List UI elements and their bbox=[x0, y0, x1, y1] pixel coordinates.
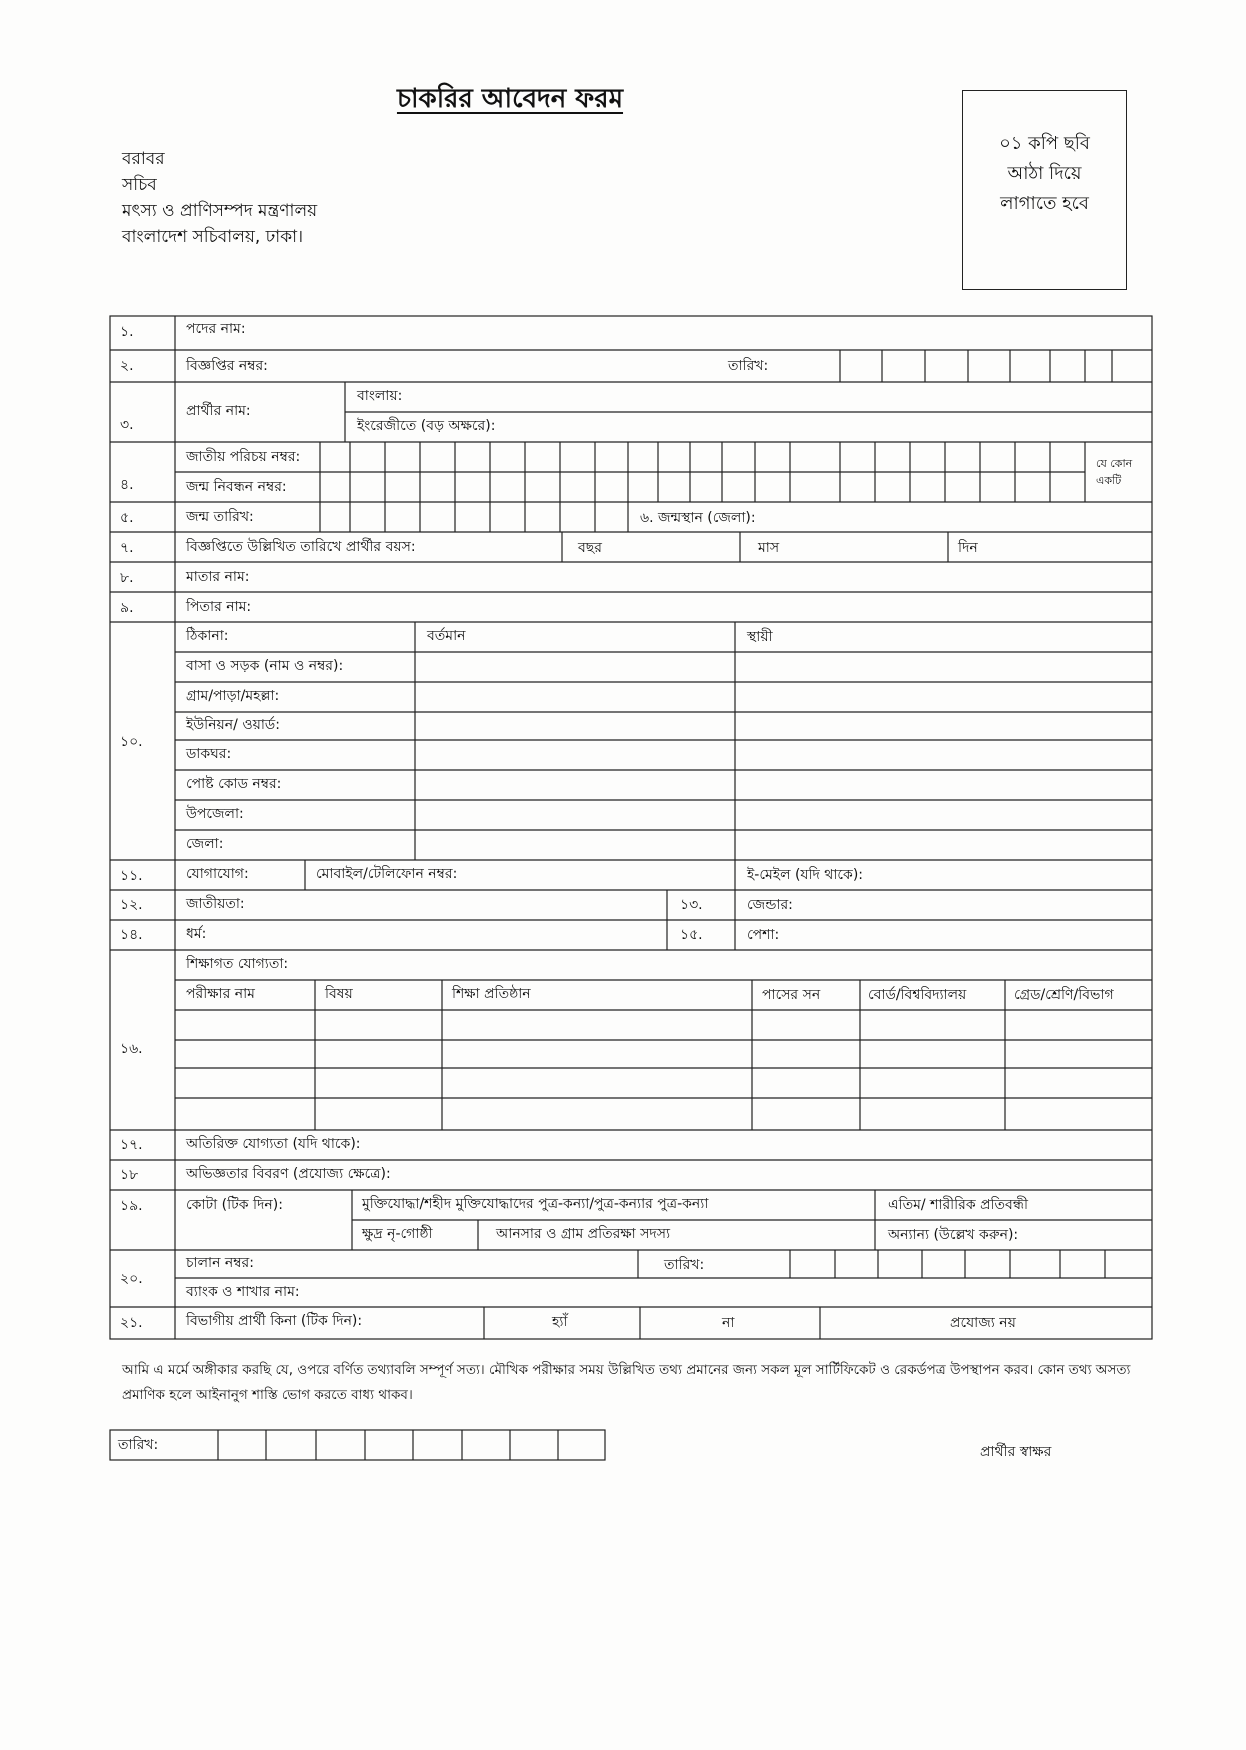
experience-label: অভিজ্ঞতার বিবরণ (প্রযোজ্য ক্ষেত্রে): bbox=[186, 1166, 391, 1182]
gender-label: জেন্ডার: bbox=[747, 897, 793, 913]
applicant-name-label: প্রার্থীর নাম: bbox=[186, 403, 251, 419]
education-label: শিক্ষাগত যোগ্যতা: bbox=[186, 956, 289, 972]
addressee-line: সচিব bbox=[122, 175, 157, 195]
freedom-fighter-quota: মুক্তিযোদ্ধা/শহীদ মুক্তিযোদ্ধাদের পুত্র-কন্যা/পুত্র-কন্যার পুত্র-কন্যা bbox=[362, 1196, 709, 1212]
additional-qualification-label: অতিরিক্ত যোগ্যতা (যদি থাকে): bbox=[186, 1136, 361, 1152]
option-no[interactable]: না bbox=[722, 1315, 735, 1331]
religion-label: ধর্ম: bbox=[186, 926, 207, 942]
addressee-line: বরাবর bbox=[122, 149, 165, 169]
district-label: জেলা: bbox=[186, 836, 224, 852]
other-quota: অন্যান্য (উল্লেখ করুন): bbox=[888, 1227, 1019, 1243]
age-year-label: বছর bbox=[578, 540, 602, 556]
row-number: ১২. bbox=[120, 897, 143, 913]
row-number: ১৮ bbox=[120, 1167, 139, 1183]
circular-number-label: বিজ্ঞপ্তির নম্বর: bbox=[186, 358, 268, 374]
row-number: ৪. bbox=[120, 477, 134, 493]
occupation-label: পেশা: bbox=[747, 927, 780, 943]
father-name-label: পিতার নাম: bbox=[186, 599, 252, 615]
name-bangla-label: বাংলায়: bbox=[357, 388, 403, 404]
option-not-applicable[interactable]: প্রযোজ্য নয় bbox=[950, 1315, 1016, 1331]
either-one-note: একটি bbox=[1096, 474, 1122, 487]
edu-header-year: পাসের সন bbox=[762, 987, 821, 1003]
age-month-label: মাস bbox=[758, 540, 780, 556]
union-ward-label: ইউনিয়ন/ ওয়ার্ড: bbox=[186, 717, 280, 733]
birth-registration-label: জন্ম নিবন্ধন নম্বর: bbox=[186, 479, 287, 495]
row-number: ২০. bbox=[120, 1271, 143, 1287]
either-one-note: যে কোন bbox=[1096, 457, 1133, 470]
row-number: ১৩. bbox=[680, 897, 703, 913]
mobile-label: মোবাইল/টেলিফোন নম্বর: bbox=[316, 866, 458, 882]
village-label: গ্রাম/পাড়া/মহল্লা: bbox=[186, 688, 280, 704]
present-address-label: বর্তমান bbox=[427, 628, 466, 644]
row-number: ৭. bbox=[120, 540, 134, 556]
row-number: ১৬. bbox=[120, 1041, 143, 1057]
row-number: ১০. bbox=[120, 734, 143, 750]
row-number: ১৭. bbox=[120, 1137, 143, 1153]
age-day-label: দিন bbox=[958, 540, 978, 556]
email-label: ই-মেইল (যদি থাকে): bbox=[747, 867, 864, 883]
post-code-label: পোষ্ট কোড নম্বর: bbox=[186, 776, 282, 792]
bank-branch-label: ব্যাংক ও শাখার নাম: bbox=[186, 1284, 300, 1300]
birth-date-label: জন্ম তারিখ: bbox=[186, 509, 254, 525]
age-label: বিজ্ঞপ্তিতে উল্লিখিত তারিখে প্রার্থীর বয়স: bbox=[186, 539, 416, 555]
permanent-address-label: স্থায়ী bbox=[747, 629, 773, 645]
photo-instruction: আঠা দিয়ে bbox=[1007, 163, 1082, 184]
row-number: ২১. bbox=[120, 1315, 143, 1331]
orphan-disabled-quota: এতিম/ শারীরিক প্রতিবন্ধী bbox=[888, 1197, 1028, 1213]
nid-label: জাতীয় পরিচয় নম্বর: bbox=[186, 449, 301, 465]
photo-instruction: লাগাতে হবে bbox=[1000, 193, 1089, 214]
row-number: ৮. bbox=[120, 570, 134, 586]
nationality-label: জাতীয়তা: bbox=[186, 896, 245, 912]
quota-label: কোটা (টিক দিন): bbox=[186, 1197, 283, 1213]
edu-header-subject: বিষয় bbox=[325, 986, 353, 1002]
row-number: ৯. bbox=[120, 600, 134, 616]
addressee-line: বাংলাদেশ সচিবালয়, ঢাকা। bbox=[122, 227, 304, 247]
address-label: ঠিকানা: bbox=[186, 628, 229, 644]
row-number: ১৪. bbox=[120, 927, 143, 943]
post-name-label: পদের নাম: bbox=[186, 321, 246, 337]
house-road-label: বাসা ও সড়ক (নাম ও নম্বর): bbox=[186, 658, 344, 674]
edu-header-exam: পরীক্ষার নাম bbox=[186, 986, 255, 1002]
name-english-label: ইংরেজীতে (বড় অক্ষরে): bbox=[357, 418, 496, 434]
contact-label: যোগাযোগ: bbox=[186, 866, 249, 882]
row-number: ৫. bbox=[120, 510, 134, 526]
row-number: ৩. bbox=[120, 417, 134, 433]
ethnic-quota: ক্ষুদ্র নৃ-গোষ্ঠী bbox=[362, 1226, 433, 1242]
declaration-text: আমি এ মর্মে অঙ্গীকার করছি যে, ওপরে বর্ণিত তথ্যাবলি সম্পূর্ণ সত্য। মৌখিক পরীক্ষার সময় উল্লিখিত তথ্য প্রমানের জন্য সকল মূল সার্টিফিকেট ও রেকর্ডপত্র উপস্থাপন করব। কোন তথ্য অসত্য প্রমাণিক হলে আইনানুগ শাস্তি ভোগ করতে বাধ্য থাকব। bbox=[122, 1362, 1131, 1403]
birthplace-label: ৬. জন্মস্থান (জেলা): bbox=[640, 510, 756, 526]
ansar-vdp-quota: আনসার ও গ্রাম প্রতিরক্ষা সদস্য bbox=[496, 1226, 671, 1242]
edu-header-board: বোর্ড/বিশ্ববিদ্যালয় bbox=[868, 987, 967, 1003]
circular-date-label: তারিখ: bbox=[728, 358, 769, 374]
row-number: ১. bbox=[120, 324, 134, 340]
row-number: ১৫. bbox=[680, 927, 703, 943]
mother-name-label: মাতার নাম: bbox=[186, 569, 250, 585]
challan-date-label: তারিখ: bbox=[664, 1257, 705, 1273]
photo-instruction: ০১ কপি ছবি bbox=[999, 133, 1090, 154]
post-office-label: ডাকঘর: bbox=[186, 746, 232, 762]
row-number: ১৯. bbox=[120, 1198, 143, 1214]
upazila-label: উপজেলা: bbox=[186, 806, 244, 822]
option-yes[interactable]: হ্যাঁ bbox=[552, 1314, 568, 1330]
challan-number-label: চালান নম্বর: bbox=[186, 1255, 254, 1271]
edu-header-grade: গ্রেড/শ্রেণি/বিভাগ bbox=[1014, 987, 1114, 1003]
addressee-line: মৎস্য ও প্রাণিসম্পদ মন্ত্রণালয় bbox=[122, 201, 318, 221]
form-title: চাকরির আবেদন ফরম bbox=[396, 84, 624, 114]
row-number: ১১. bbox=[120, 868, 143, 884]
departmental-candidate-label: বিভাগীয় প্রার্থী কিনা (টিক দিন): bbox=[186, 1313, 363, 1329]
signature-label: প্রার্থীর স্বাক্ষর bbox=[980, 1444, 1052, 1460]
footer-date-label: তারিখ: bbox=[118, 1437, 159, 1453]
row-number: ২. bbox=[120, 358, 134, 374]
edu-header-institution: শিক্ষা প্রতিষ্ঠান bbox=[452, 986, 531, 1002]
